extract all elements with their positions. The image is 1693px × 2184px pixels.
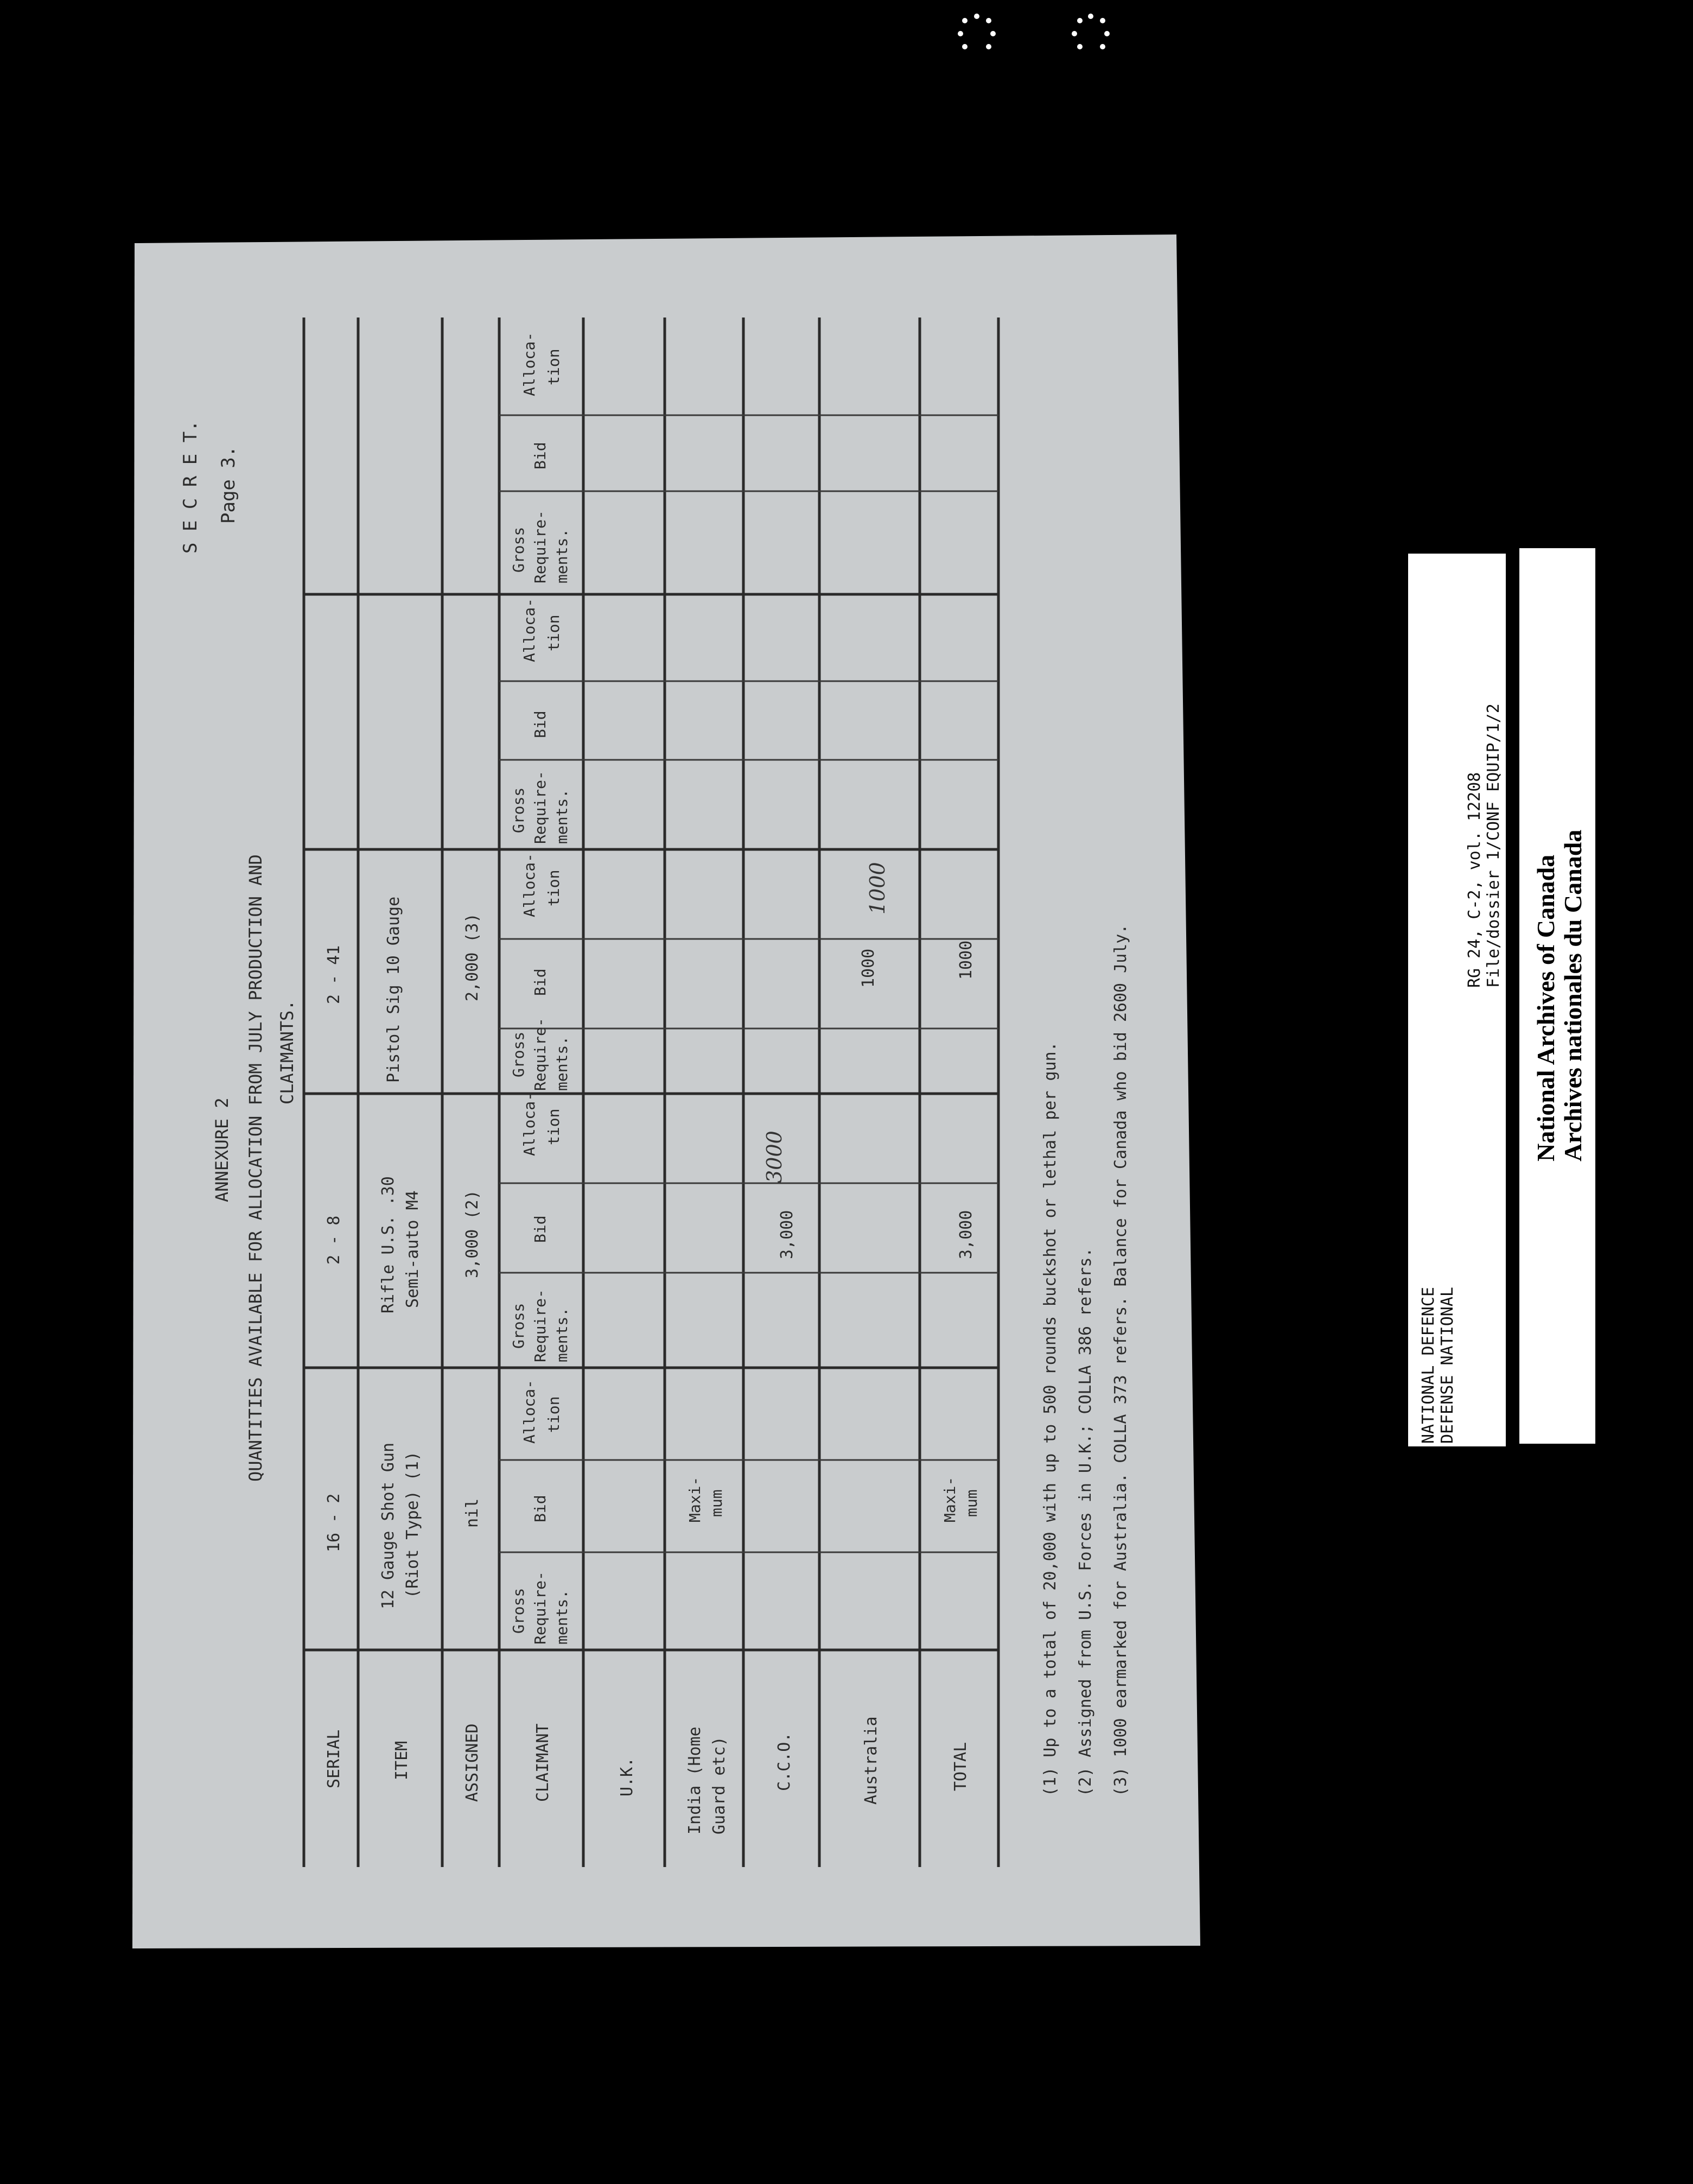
subhead-allocation: Alloca-	[520, 1379, 538, 1444]
archive-label	[1519, 548, 1595, 1444]
page-number: Page 3.	[218, 446, 239, 524]
footnote-2: (2) Assigned from U.S. Forces in U.K.; COLLA 386 refers.	[1076, 1247, 1095, 1796]
assigned-group-3: 2,000 (3)	[463, 913, 482, 1001]
stamp-ref-2: File/dossier 1/CONF EQUIP/1/2	[1484, 703, 1503, 988]
item-group-2-line1: Rifle U.S. .30	[379, 1176, 398, 1313]
serial-group-3: 2 - 41	[324, 945, 343, 1004]
archive-line-1: National Archives of Canada	[1532, 854, 1560, 1161]
subhead-allocation: tion	[545, 614, 563, 651]
subhead-bid: Bid	[531, 442, 549, 469]
archive-line-2: Archives nationales du Canada	[1559, 829, 1587, 1161]
item-group-1-line1: 12 Gauge Shot Gun	[379, 1442, 398, 1609]
row-label-ccc: C.C.O.	[775, 1732, 794, 1791]
subhead-gross: Require-	[531, 1018, 549, 1091]
footnote-1: (1) Up to a total of 20,000 with up to 500 rounds buckshot or lethal per gun.	[1041, 1042, 1060, 1796]
subhead-bid: Bid	[531, 968, 549, 996]
subhead-gross: Require-	[531, 1289, 549, 1362]
ccc-bid-group-2: 3,000	[778, 1210, 797, 1259]
annexure-title: ANNEXURE 2	[212, 1097, 232, 1202]
stamp-line-2: DEFENSE NATIONAL	[1438, 1287, 1457, 1444]
subhead-allocation: tion	[545, 869, 563, 906]
stamp-ref-1: RG 24, C-2, vol. 12208	[1465, 772, 1484, 988]
subhead-gross: Gross	[510, 1588, 527, 1634]
row-label-assigned: ASSIGNED	[463, 1723, 482, 1802]
document-title-2: CLAIMANTS.	[277, 1000, 297, 1104]
row-label-australia: Australia	[862, 1716, 881, 1805]
aus-alloc-group-3: 1000	[865, 862, 889, 915]
total-bid-group-1-2: mum	[963, 1489, 981, 1517]
item-group-1-line2: (Riot Type) (1)	[403, 1451, 422, 1598]
item-group-2-line2: Semi-auto M4	[403, 1190, 422, 1308]
total-bid-group-1-1: Maxi-	[941, 1476, 959, 1522]
subhead-gross: Require-	[531, 771, 549, 844]
total-bid-group-2: 3,000	[957, 1210, 976, 1259]
subhead-bid: Bid	[531, 1215, 549, 1243]
subhead-allocation: Alloca-	[520, 853, 538, 917]
subhead-gross: ments.	[553, 1307, 571, 1362]
punch-hole-marks	[958, 14, 1110, 49]
item-group-3-line1: Pistol Sig 10 Gauge	[384, 896, 403, 1083]
subhead-gross: ments.	[553, 1036, 571, 1091]
total-bid-group-3: 1000	[957, 940, 976, 980]
ccc-alloc-group-2: 3000	[762, 1131, 786, 1183]
subhead-gross: ments.	[553, 789, 571, 844]
row-label-claimant: CLAIMANT	[533, 1723, 552, 1802]
row-label-serial: SERIAL	[324, 1729, 343, 1788]
row-label-total: TOTAL	[951, 1742, 970, 1791]
archive-reference-stamp	[1408, 554, 1506, 1446]
subhead-allocation: tion	[545, 1108, 563, 1145]
subhead-gross: Require-	[531, 510, 549, 583]
subhead-allocation: tion	[545, 348, 563, 385]
subhead-bid: Bid	[531, 710, 549, 738]
subhead-allocation: Alloca-	[520, 598, 538, 662]
india-bid-2: mum	[708, 1489, 725, 1517]
subhead-gross: Gross	[510, 526, 527, 573]
row-label-india-1: India (Home	[685, 1726, 704, 1834]
document-title-1: QUANTITIES AVAILABLE FOR ALLOCATION FROM JULY PRODUCTION AND	[245, 854, 266, 1482]
subhead-gross: Require-	[531, 1571, 549, 1645]
footnote-3: (3) 1000 earmarked for Australia. COLLA 373 refers. Balance for Canada who bid 2600 July.	[1111, 924, 1130, 1796]
row-label-uk: U.K.	[618, 1757, 637, 1796]
india-bid-1: Maxi-	[686, 1476, 704, 1522]
serial-group-2: 2 - 8	[324, 1215, 343, 1265]
subhead-gross: Gross	[510, 1303, 527, 1349]
serial-group-1: 16 - 2	[324, 1493, 343, 1552]
row-label-india-2: Guard etc)	[710, 1736, 729, 1834]
assigned-group-2: 3,000 (2)	[463, 1190, 482, 1278]
subhead-gross: ments.	[553, 1589, 571, 1645]
row-label-item: ITEM	[392, 1741, 411, 1780]
subhead-gross: ments.	[553, 528, 571, 583]
subhead-bid: Bid	[531, 1495, 549, 1522]
subhead-allocation: Alloca-	[520, 1091, 538, 1156]
assigned-group-1: nil	[463, 1498, 482, 1528]
stamp-line-1: NATIONAL DEFENCE	[1419, 1287, 1438, 1444]
aus-bid-group-3: 1000	[859, 948, 878, 988]
subhead-allocation: Alloca-	[520, 332, 538, 396]
subhead-gross: Gross	[510, 1031, 527, 1077]
subhead-gross: Gross	[510, 787, 527, 833]
secret-marking: S E C R E T.	[180, 420, 201, 554]
subhead-allocation: tion	[545, 1396, 563, 1433]
